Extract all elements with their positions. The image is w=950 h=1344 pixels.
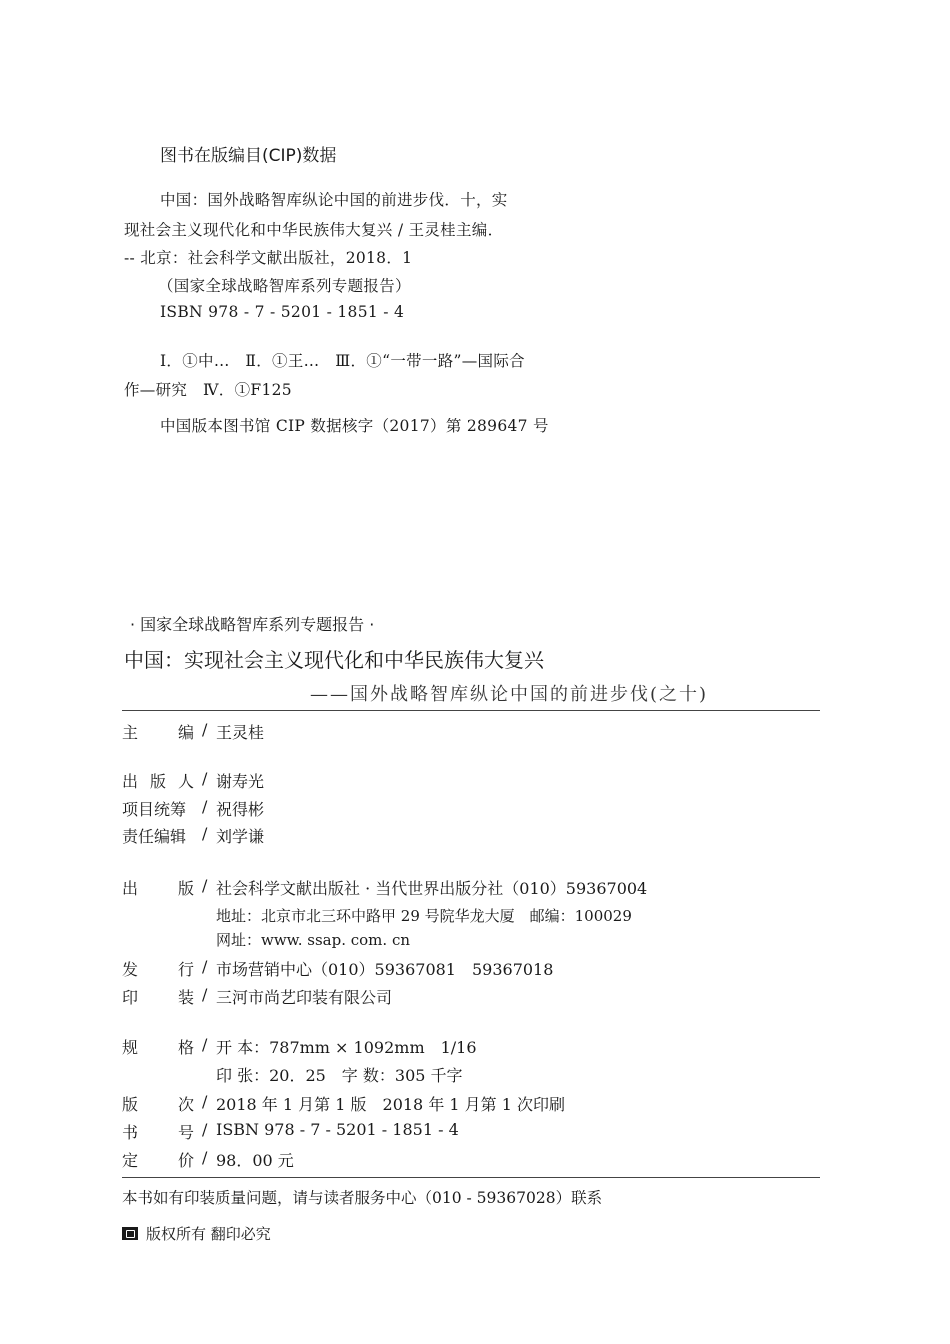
cip-line: 中国版本图书馆 CIP 数据核字（2017）第 289647 号 [160,417,549,435]
cip-line: 作—研究 Ⅳ．①F125 [124,381,292,399]
sheets-wordcount: 印 张：20．25 字 数：305 千字 [216,1066,463,1085]
publisher-address: 地址：北京市北三环中路甲 29 号院华龙大厦 邮编：100029 [216,907,632,925]
cip-line: 中国：国外战略智库纵论中国的前进步伐．十，实 [160,191,508,209]
copyright-line [122,1223,271,1244]
copyright-text: 版权所有 翻印必究 [146,1225,271,1243]
subtitle: ——国外战略智库纵论中国的前进步伐(之十) [310,684,709,705]
cip-title: 图书在版编目(CIP)数据 [160,146,337,166]
cip-line: 现社会主义现代化和中华民族伟大复兴 / 王灵桂主编． [124,221,504,239]
header-rule [122,710,820,711]
cip-line: ISBN 978 - 7 - 5201 - 1851 - 4 [160,303,405,321]
cip-line: -- 北京：社会科学文献出版社，2018．1 [124,249,413,267]
main-title: 中国：实现社会主义现代化和中华民族伟大复兴 [124,648,544,672]
series-name: · 国家全球战略智库系列专题报告 · [130,615,375,634]
footer-rule [122,1177,820,1178]
copyright-logo-icon [122,1227,138,1240]
cip-line: Ⅰ．①中… Ⅱ．①王… Ⅲ．①“一带一路”—国际合 [160,352,525,370]
quality-notice: 本书如有印装质量问题，请与读者服务中心（010 - 59367028）联系 [122,1189,603,1207]
publisher-website: 网址：www. ssap. com. cn [216,931,411,949]
cip-line: （国家全球战略智库系列专题报告） [158,277,411,295]
